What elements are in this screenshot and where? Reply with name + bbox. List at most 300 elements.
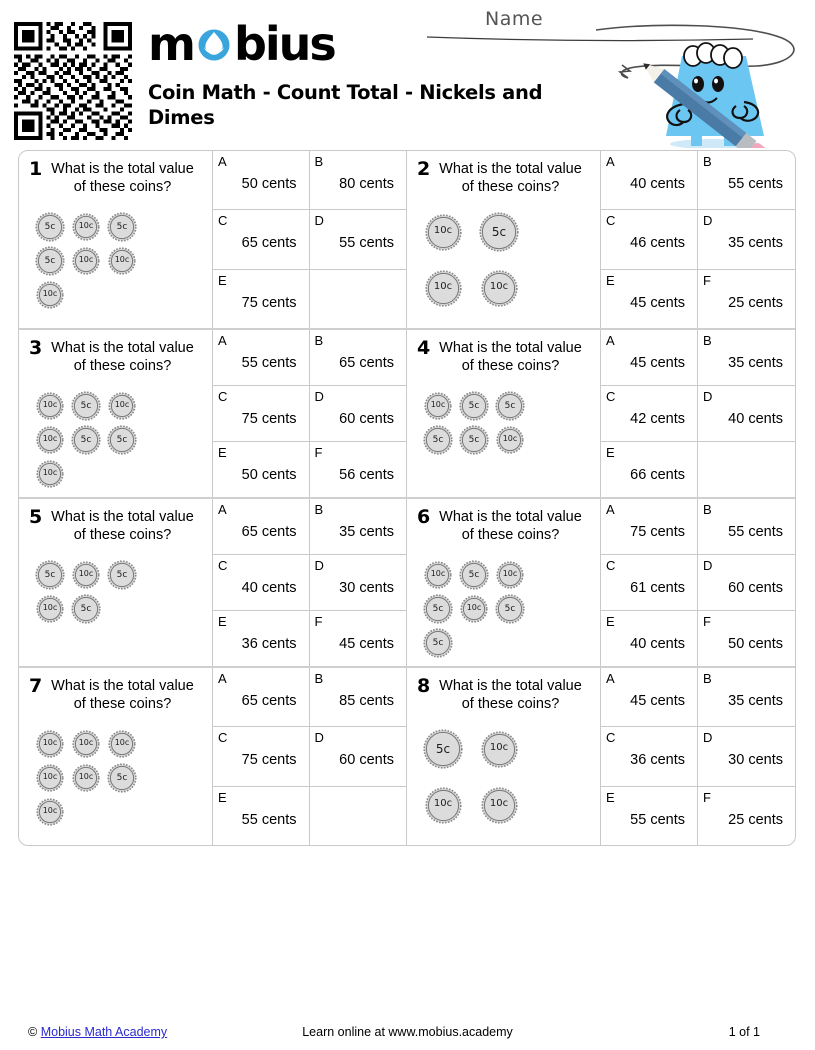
dime-coin-icon bbox=[495, 425, 525, 455]
coin-row bbox=[423, 425, 594, 455]
option-value: 35 cents bbox=[728, 235, 783, 252]
answer-option-empty bbox=[698, 442, 795, 497]
dime-coin-icon bbox=[423, 212, 463, 252]
option-letter: A bbox=[606, 333, 615, 348]
coin-row bbox=[423, 268, 594, 308]
answer-option-F[interactable] bbox=[310, 442, 407, 497]
nickel-coin-icon bbox=[423, 729, 463, 769]
coin-value-label: 10c bbox=[489, 281, 509, 292]
question-prompt-area bbox=[407, 330, 600, 497]
option-letter: E bbox=[606, 614, 615, 629]
option-letter: F bbox=[703, 614, 711, 629]
answer-option-D[interactable] bbox=[310, 727, 407, 786]
coin-value-label: 10c bbox=[430, 400, 446, 409]
question-prompt-area bbox=[407, 151, 600, 328]
nickel-coin-icon bbox=[107, 560, 137, 590]
question-block-1 bbox=[19, 151, 407, 328]
coin-value-label: 5c bbox=[468, 570, 480, 580]
coin-row bbox=[423, 594, 594, 624]
question-prompt-area bbox=[407, 668, 600, 845]
option-value: 66 cents bbox=[630, 467, 685, 483]
option-letter: F bbox=[703, 789, 711, 805]
option-letter: C bbox=[606, 389, 616, 404]
question-prompt-area bbox=[19, 330, 212, 497]
option-letter: B bbox=[703, 671, 712, 686]
answer-option-C[interactable] bbox=[213, 386, 310, 442]
coin-value-label: 10c bbox=[42, 772, 58, 781]
answer-options bbox=[212, 499, 406, 666]
answer-option-B[interactable] bbox=[310, 330, 407, 386]
answer-options bbox=[600, 330, 795, 497]
option-letter: D bbox=[314, 730, 324, 746]
option-letter: B bbox=[703, 154, 712, 169]
option-value: 50 cents bbox=[241, 467, 297, 483]
question-number: 7 bbox=[29, 675, 43, 697]
coin-value-label: 5c bbox=[44, 222, 56, 232]
coin-value-label: 5c bbox=[504, 604, 516, 614]
question-text: What is the total value of these coins? bbox=[439, 509, 582, 543]
option-value: 60 cents bbox=[339, 752, 394, 769]
coin-row bbox=[423, 391, 594, 421]
nickel-coin-icon bbox=[107, 212, 137, 242]
answer-option-C[interactable] bbox=[601, 555, 698, 611]
answer-options bbox=[212, 151, 406, 328]
answer-option-E[interactable] bbox=[601, 787, 698, 845]
nickel-coin-icon bbox=[35, 246, 65, 276]
coin-value-label: 5c bbox=[432, 604, 444, 614]
dime-coin-icon bbox=[495, 560, 525, 590]
dime-coin-icon bbox=[423, 560, 453, 590]
qr-code-icon bbox=[14, 22, 132, 140]
answer-option-C[interactable] bbox=[213, 210, 310, 269]
coin-value-label: 10c bbox=[42, 806, 58, 815]
coin-value-label: 10c bbox=[42, 603, 58, 612]
coin-row bbox=[423, 560, 594, 590]
mobius-math-academy-link[interactable]: Mobius Math Academy bbox=[40, 1025, 168, 1039]
option-letter: D bbox=[703, 213, 713, 229]
option-letter: C bbox=[218, 558, 228, 573]
option-value: 80 cents bbox=[339, 176, 394, 192]
question-prompt-area bbox=[19, 499, 212, 666]
answer-option-B[interactable] bbox=[310, 668, 407, 727]
option-letter: A bbox=[218, 671, 227, 686]
coin-row bbox=[35, 763, 206, 793]
dime-coin-icon bbox=[459, 594, 489, 624]
answer-option-F[interactable] bbox=[698, 787, 795, 845]
option-value: 65 cents bbox=[339, 355, 394, 371]
page-footer bbox=[0, 1020, 815, 1050]
coin-value-label: 10c bbox=[78, 738, 94, 747]
option-value: 65 cents bbox=[241, 235, 297, 252]
option-value: 40 cents bbox=[630, 636, 685, 652]
option-letter: B bbox=[314, 154, 324, 169]
question-number: 3 bbox=[29, 337, 43, 359]
option-letter: E bbox=[218, 445, 227, 460]
page-title: Coin Math - Count Total - Nickels and Dimes bbox=[148, 81, 543, 129]
dime-coin-icon bbox=[35, 425, 65, 455]
coin-value-label: 5c bbox=[468, 401, 480, 411]
answer-option-A[interactable] bbox=[601, 668, 698, 727]
coin-value-label: 10c bbox=[42, 738, 58, 747]
question-prompt-area bbox=[19, 151, 212, 328]
coin-value-label: 10c bbox=[78, 255, 94, 264]
coin-row bbox=[35, 729, 206, 759]
coin-value-label: 10c bbox=[502, 434, 518, 443]
option-letter: A bbox=[606, 671, 615, 686]
coin-value-label: 5c bbox=[432, 435, 444, 445]
question-number: 8 bbox=[417, 675, 431, 697]
option-value: 55 cents bbox=[241, 355, 297, 371]
option-letter: E bbox=[606, 272, 615, 288]
coin-value-label: 5c bbox=[432, 638, 444, 648]
option-letter: A bbox=[218, 502, 227, 517]
answer-option-B[interactable] bbox=[698, 668, 795, 727]
dime-coin-icon bbox=[479, 729, 519, 769]
coin-row bbox=[423, 212, 594, 252]
coin-value-label: 10c bbox=[42, 468, 58, 477]
option-value: 65 cents bbox=[241, 524, 297, 540]
coin-row bbox=[423, 729, 594, 769]
answer-option-E[interactable] bbox=[213, 787, 310, 845]
coin-value-label: 10c bbox=[78, 772, 94, 781]
dime-coin-icon bbox=[35, 459, 65, 489]
option-value: 36 cents bbox=[630, 752, 685, 769]
question-text: What is the total value of these coins? bbox=[439, 340, 582, 374]
question-text: What is the total value of these coins? bbox=[439, 161, 582, 195]
question-row bbox=[19, 151, 795, 330]
option-value: 50 cents bbox=[728, 636, 783, 652]
question-text: What is the total value of these coins? bbox=[51, 509, 194, 543]
coin-value-label: 10c bbox=[433, 798, 453, 809]
option-value: 40 cents bbox=[241, 580, 297, 596]
coin-row bbox=[423, 628, 594, 658]
coin-value-label: 5c bbox=[116, 773, 128, 783]
nickel-coin-icon bbox=[35, 560, 65, 590]
answer-option-E[interactable] bbox=[601, 442, 698, 497]
answer-option-E[interactable] bbox=[601, 270, 698, 328]
answer-option-B[interactable] bbox=[310, 151, 407, 210]
name-label: Name bbox=[485, 8, 544, 30]
coin-value-label: 5c bbox=[491, 225, 507, 239]
answer-option-B[interactable] bbox=[698, 330, 795, 386]
coin-group bbox=[25, 391, 206, 489]
answer-options bbox=[212, 330, 406, 497]
dime-coin-icon bbox=[423, 268, 463, 308]
answer-option-A[interactable] bbox=[601, 499, 698, 555]
question-block-6 bbox=[407, 499, 795, 666]
answer-option-C[interactable] bbox=[601, 386, 698, 442]
option-value: 45 cents bbox=[630, 355, 685, 371]
coin-value-label: 5c bbox=[80, 401, 92, 411]
coin-value-label: 5c bbox=[44, 570, 56, 580]
nickel-coin-icon bbox=[459, 560, 489, 590]
question-text: What is the total value of these coins? bbox=[439, 678, 582, 712]
answer-option-A[interactable] bbox=[213, 499, 310, 555]
question-number: 6 bbox=[417, 506, 431, 528]
coin-value-label: 10c bbox=[502, 569, 518, 578]
nickel-coin-icon bbox=[495, 391, 525, 421]
answer-option-D[interactable] bbox=[698, 386, 795, 442]
option-letter: C bbox=[606, 730, 616, 746]
coin-value-label: 10c bbox=[430, 569, 446, 578]
coin-row bbox=[35, 425, 206, 455]
dime-coin-icon bbox=[71, 763, 101, 793]
question-text: What is the total value of these coins? bbox=[51, 678, 194, 712]
option-letter: D bbox=[703, 730, 713, 746]
coin-value-label: 10c bbox=[78, 569, 94, 578]
dime-coin-icon bbox=[35, 594, 65, 624]
nickel-coin-icon bbox=[423, 425, 453, 455]
option-letter: C bbox=[218, 730, 228, 746]
option-letter: D bbox=[314, 389, 324, 404]
question-row bbox=[19, 330, 795, 499]
coin-value-label: 10c bbox=[433, 281, 453, 292]
coin-group bbox=[413, 391, 594, 489]
answer-option-F[interactable] bbox=[310, 611, 407, 666]
question-prompt-area bbox=[407, 499, 600, 666]
coin-group bbox=[413, 560, 594, 658]
option-letter: B bbox=[703, 502, 712, 517]
answer-option-E[interactable] bbox=[213, 611, 310, 666]
dime-coin-icon bbox=[35, 729, 65, 759]
answer-option-B[interactable] bbox=[698, 151, 795, 210]
option-letter: E bbox=[218, 614, 227, 629]
answer-option-C[interactable] bbox=[601, 210, 698, 269]
answer-option-E[interactable] bbox=[601, 611, 698, 666]
nickel-coin-icon bbox=[107, 763, 137, 793]
logo-text-right: bius bbox=[233, 17, 335, 71]
nickel-coin-icon bbox=[71, 594, 101, 624]
answer-option-A[interactable] bbox=[213, 668, 310, 727]
coin-value-label: 10c bbox=[42, 400, 58, 409]
option-letter: B bbox=[314, 502, 324, 517]
option-letter: E bbox=[606, 445, 615, 460]
coin-value-label: 10c bbox=[489, 742, 509, 753]
option-letter: A bbox=[606, 154, 615, 169]
option-value: 75 cents bbox=[241, 411, 297, 427]
footer-page-number: 1 of 1 bbox=[728, 1025, 760, 1039]
coin-value-label: 10c bbox=[42, 434, 58, 443]
option-letter: B bbox=[314, 671, 324, 686]
option-value: 35 cents bbox=[728, 693, 783, 709]
option-letter: E bbox=[218, 272, 227, 288]
answer-option-C[interactable] bbox=[601, 727, 698, 786]
copyright-symbol: © bbox=[28, 1025, 38, 1039]
dime-coin-icon bbox=[107, 246, 137, 276]
coin-value-label: 10c bbox=[114, 400, 130, 409]
coin-value-label: 5c bbox=[116, 222, 128, 232]
option-value: 42 cents bbox=[630, 411, 685, 427]
coin-value-label: 10c bbox=[433, 225, 453, 236]
option-letter: A bbox=[218, 154, 227, 169]
option-value: 46 cents bbox=[630, 235, 685, 252]
question-number: 1 bbox=[29, 158, 43, 180]
coin-value-label: 5c bbox=[116, 570, 128, 580]
coin-value-label: 10c bbox=[489, 798, 509, 809]
answer-options bbox=[600, 151, 795, 328]
option-letter: D bbox=[314, 558, 324, 573]
option-value: 55 cents bbox=[630, 811, 685, 828]
coin-value-label: 10c bbox=[78, 221, 94, 230]
coin-value-label: 10c bbox=[466, 603, 482, 612]
page-header bbox=[0, 0, 815, 146]
question-number: 2 bbox=[417, 158, 431, 180]
dime-coin-icon bbox=[71, 212, 101, 242]
dime-coin-icon bbox=[423, 391, 453, 421]
option-value: 30 cents bbox=[339, 580, 394, 596]
coin-value-label: 5c bbox=[468, 435, 480, 445]
answer-options bbox=[212, 668, 406, 845]
option-letter: E bbox=[606, 789, 615, 805]
question-number: 4 bbox=[417, 337, 431, 359]
option-letter: C bbox=[606, 213, 616, 229]
option-value: 60 cents bbox=[339, 411, 394, 427]
answer-option-E[interactable] bbox=[213, 270, 310, 328]
option-letter: D bbox=[314, 213, 324, 229]
question-block-5 bbox=[19, 499, 407, 666]
option-letter: A bbox=[218, 333, 227, 348]
option-letter: C bbox=[218, 389, 228, 404]
question-row bbox=[19, 499, 795, 668]
option-value: 25 cents bbox=[728, 811, 783, 828]
nickel-coin-icon bbox=[459, 391, 489, 421]
nickel-coin-icon bbox=[479, 212, 519, 252]
dime-coin-icon bbox=[107, 729, 137, 759]
answer-option-A[interactable] bbox=[213, 151, 310, 210]
question-text: What is the total value of these coins? bbox=[51, 340, 194, 374]
dime-coin-icon bbox=[71, 560, 101, 590]
answer-option-D[interactable] bbox=[310, 210, 407, 269]
answer-option-empty bbox=[310, 787, 407, 845]
answer-option-E[interactable] bbox=[213, 442, 310, 497]
coin-value-label: 10c bbox=[42, 289, 58, 298]
coin-value-label: 10c bbox=[114, 255, 130, 264]
mobius-mascot-with-pencil-icon bbox=[596, 18, 815, 148]
dime-coin-icon bbox=[35, 280, 65, 310]
answer-option-C[interactable] bbox=[213, 555, 310, 611]
question-block-8 bbox=[407, 668, 795, 845]
coin-row bbox=[35, 560, 206, 590]
option-value: 60 cents bbox=[728, 580, 783, 596]
dime-coin-icon bbox=[71, 729, 101, 759]
question-prompt-area bbox=[19, 668, 212, 845]
dime-coin-icon bbox=[479, 268, 519, 308]
coin-row bbox=[35, 797, 206, 827]
option-letter: B bbox=[703, 333, 712, 348]
nickel-coin-icon bbox=[35, 212, 65, 242]
answer-option-A[interactable] bbox=[601, 330, 698, 386]
option-value: 45 cents bbox=[630, 294, 685, 311]
dime-coin-icon bbox=[423, 785, 463, 825]
option-value: 35 cents bbox=[339, 524, 394, 540]
coin-row bbox=[35, 391, 206, 421]
coin-value-label: 5c bbox=[80, 604, 92, 614]
coin-value-label: 5c bbox=[44, 256, 56, 266]
answer-option-empty bbox=[310, 270, 407, 328]
coin-row bbox=[35, 246, 206, 276]
nickel-coin-icon bbox=[459, 425, 489, 455]
coin-value-label: 5c bbox=[504, 401, 516, 411]
option-letter: F bbox=[314, 445, 323, 460]
option-value: 55 cents bbox=[728, 176, 783, 192]
option-letter: F bbox=[703, 272, 711, 288]
dime-coin-icon bbox=[71, 246, 101, 276]
option-letter: C bbox=[606, 558, 616, 573]
answer-option-B[interactable] bbox=[698, 499, 795, 555]
answer-option-F[interactable] bbox=[698, 270, 795, 328]
option-letter: F bbox=[314, 614, 323, 629]
option-value: 40 cents bbox=[728, 411, 783, 427]
coin-group bbox=[25, 560, 206, 658]
answer-option-D[interactable] bbox=[698, 727, 795, 786]
dime-coin-icon bbox=[35, 391, 65, 421]
nickel-coin-icon bbox=[107, 425, 137, 455]
question-block-4 bbox=[407, 330, 795, 497]
coin-row bbox=[35, 212, 206, 242]
option-value: 45 cents bbox=[630, 693, 685, 709]
worksheet-table bbox=[18, 150, 796, 846]
option-value: 40 cents bbox=[630, 176, 685, 192]
answer-option-D[interactable] bbox=[310, 555, 407, 611]
coin-row bbox=[35, 459, 206, 489]
option-value: 45 cents bbox=[339, 636, 394, 652]
dime-coin-icon bbox=[479, 785, 519, 825]
option-value: 85 cents bbox=[339, 693, 394, 709]
coin-value-label: 5c bbox=[116, 435, 128, 445]
answer-option-A[interactable] bbox=[601, 151, 698, 210]
option-letter: A bbox=[606, 502, 615, 517]
option-value: 61 cents bbox=[630, 580, 685, 596]
coin-group bbox=[413, 729, 594, 837]
option-value: 35 cents bbox=[728, 355, 783, 371]
option-value: 55 cents bbox=[241, 811, 297, 828]
coin-group bbox=[25, 729, 206, 837]
question-block-7 bbox=[19, 668, 407, 845]
option-letter: B bbox=[314, 333, 324, 348]
option-value: 75 cents bbox=[241, 294, 297, 311]
coin-value-label: 10c bbox=[114, 738, 130, 747]
coin-row bbox=[35, 594, 206, 624]
option-letter: D bbox=[703, 389, 713, 404]
answer-option-F[interactable] bbox=[698, 611, 795, 666]
option-letter: E bbox=[218, 789, 227, 805]
answer-option-D[interactable] bbox=[310, 386, 407, 442]
coin-value-label: 5c bbox=[80, 435, 92, 445]
question-block-3 bbox=[19, 330, 407, 497]
option-value: 25 cents bbox=[728, 294, 783, 311]
option-value: 30 cents bbox=[728, 752, 783, 769]
option-value: 55 cents bbox=[339, 235, 394, 252]
answer-option-D[interactable] bbox=[698, 210, 795, 269]
question-block-2 bbox=[407, 151, 795, 328]
dime-coin-icon bbox=[107, 391, 137, 421]
option-value: 65 cents bbox=[241, 693, 297, 709]
dime-coin-icon bbox=[35, 763, 65, 793]
coin-row bbox=[423, 785, 594, 825]
option-value: 75 cents bbox=[630, 524, 685, 540]
question-row bbox=[19, 668, 795, 845]
answer-option-D[interactable] bbox=[698, 555, 795, 611]
logo-text-left: m bbox=[148, 17, 194, 71]
footer-learn-online-text: Learn online at www.mobius.academy bbox=[302, 1025, 513, 1039]
answer-option-A[interactable] bbox=[213, 330, 310, 386]
coin-group bbox=[413, 212, 594, 320]
coin-row bbox=[35, 280, 206, 310]
answer-option-B[interactable] bbox=[310, 499, 407, 555]
nickel-coin-icon bbox=[495, 594, 525, 624]
option-value: 55 cents bbox=[728, 524, 783, 540]
answer-option-C[interactable] bbox=[213, 727, 310, 786]
